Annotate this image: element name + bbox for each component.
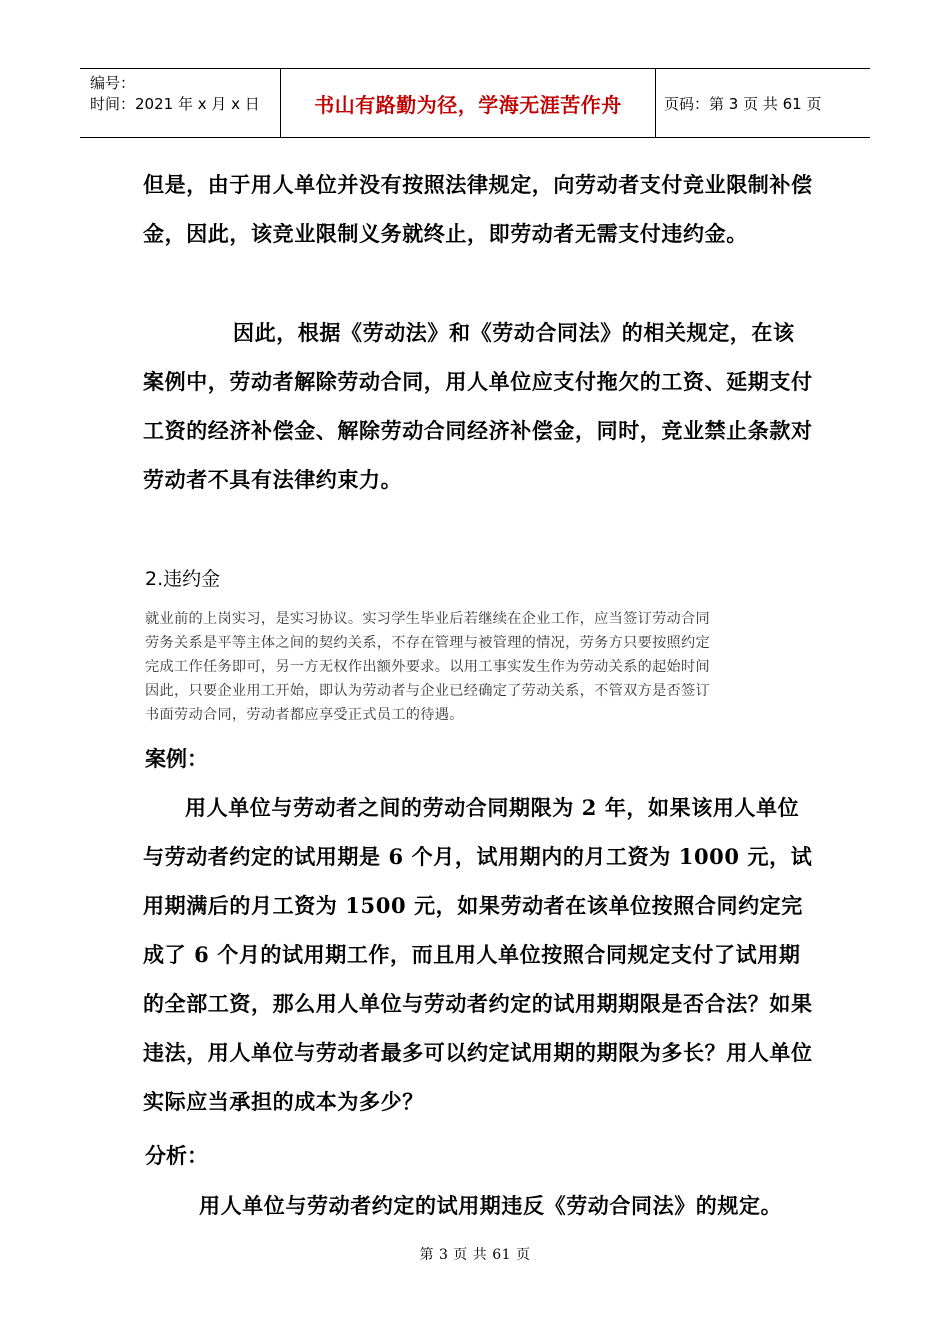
header-page-info-cell	[656, 69, 870, 137]
header-motto-cell	[281, 69, 656, 137]
header-meta	[80, 69, 281, 137]
section-body-line: 因此，只要企业用工开始，即认为劳动者与企业已经确定了劳动关系，不管双方是否签订	[145, 683, 711, 699]
section-title: 2.违约金	[145, 568, 221, 590]
case-text: 用人单位与劳动者之间的劳动合同期限为 2 年，如果该用人单位与劳动者约定的试用期是 6 个月，试用期内的月工资为 1000 元，试用期满后的月工资为 1500 元，如果劳动者在该单位按照合同约定完成了 6 个月的试用期工作，而且用人单位按照合同规定支付了试用期的全部工资，那么用人单位与劳动者约定的试用期期限是否合法？如果违法，用人单位与劳动者最多可以约定试用期的期限为多长？用人单位实际应当承担的成本为多少？	[143, 795, 813, 1114]
section-body-line: 就业前的上岗实习，是实习协议。实习学生毕业后若继续在企业工作，应当签订劳动合同	[145, 611, 711, 627]
header-time-label: 时间：2021 年 x 月 x 日	[90, 95, 260, 113]
header-page-info: 页码：第 3 页 共 61 页	[664, 94, 822, 113]
paragraph-compensation-termination: 但是，由于用人单位并没有按照法律规定，向劳动者支付竞业限制补偿金，因此，该竞业限制义务就终止，即劳动者无需支付违约金。	[143, 172, 813, 246]
case-label: 案例：	[145, 746, 208, 771]
analysis-text: 用人单位与劳动者约定的试用期违反《劳动合同法》的规定。	[199, 1193, 783, 1218]
section-body	[145, 607, 825, 727]
header-number-label: 编号：	[90, 74, 136, 92]
page-header	[80, 68, 870, 138]
section-body-line: 完成工作任务即可，另一方无权作出额外要求。以用工事实发生作为劳动关系的起始时间	[145, 659, 711, 675]
page-footer: 第 3 页 共 61 页	[419, 1247, 531, 1263]
paragraph-conclusion: 因此，根据《劳动法》和《劳动合同法》的相关规定，在该案例中，劳动者解除劳动合同，用人单位应支付拖欠的工资、延期支付工资的经济补偿金、解除劳动合同经济补偿金，同时，竞业禁止条款对劳动者不具有法律约束力。	[143, 320, 813, 492]
analysis-label: 分析：	[145, 1143, 208, 1168]
section-body-line: 书面劳动合同，劳动者都应享受正式员工的待遇。	[145, 707, 464, 723]
section-body-line: 劳务关系是平等主体之间的契约关系，不存在管理与被管理的情况，劳务方只要按照约定	[145, 635, 711, 651]
header-motto: 书山有路勤为径，学海无涯苦作舟	[314, 92, 622, 117]
